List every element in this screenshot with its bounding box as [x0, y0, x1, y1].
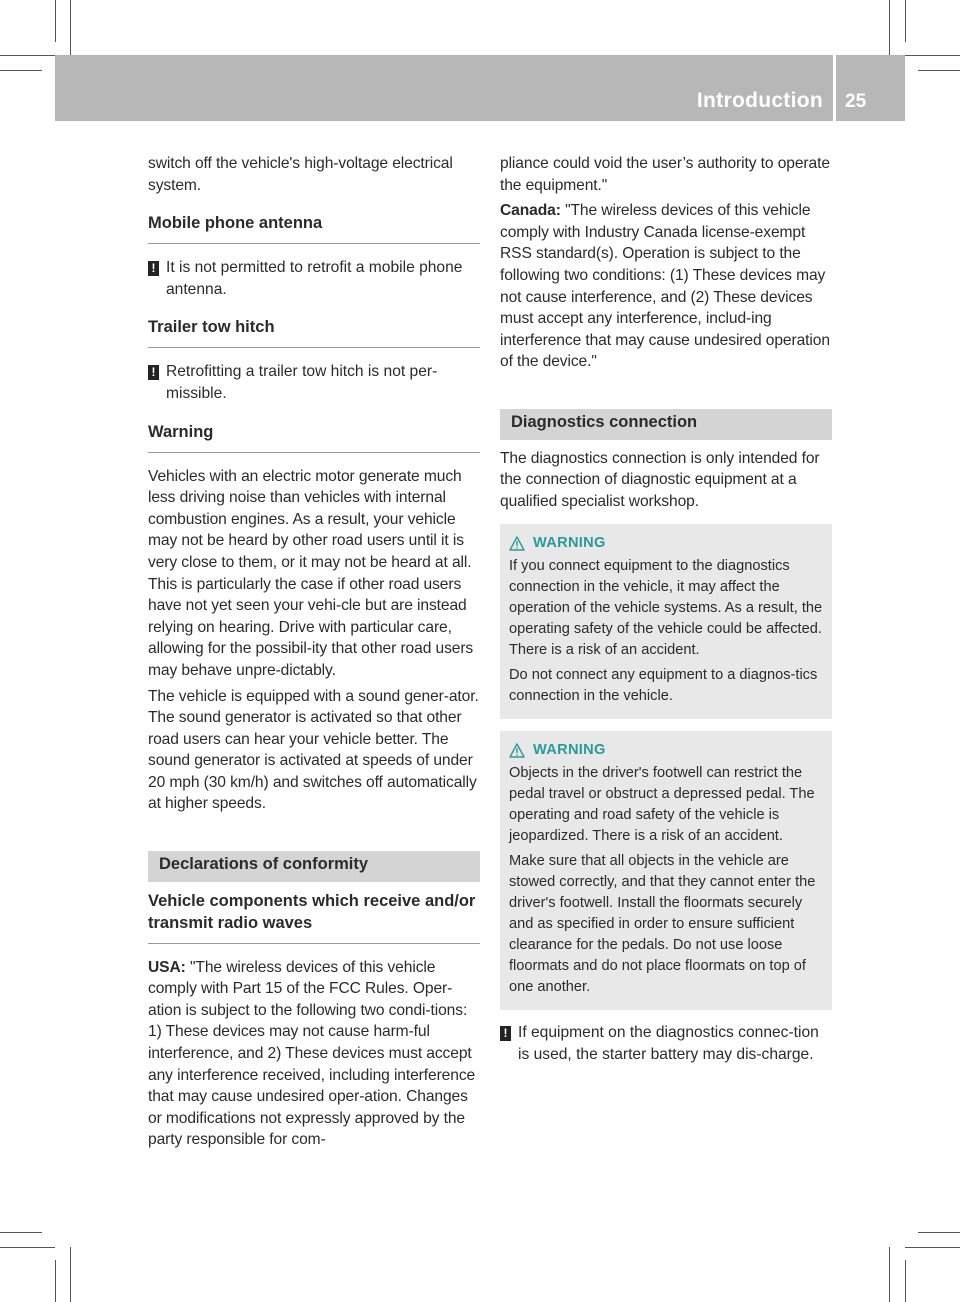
exclamation-icon: ! — [148, 365, 159, 380]
warning-2-instruction: Make sure that all objects in the vehicle are stowed correctly, and that they cannot enter the driver's footwell. Install the floormats securely and as specified in order to ensure sufficient clearance for the pedals. Do not use loose floormats and do not place floormats on top of one another. — [509, 853, 816, 996]
warning-triangle-icon — [509, 536, 525, 551]
page-number: 25 — [845, 91, 867, 112]
crop-mark — [918, 70, 960, 71]
crop-mark — [55, 0, 56, 42]
page-header — [55, 55, 905, 121]
warning-heading: Warning — [148, 421, 480, 453]
crop-mark — [55, 1260, 56, 1302]
usa-text: "The wireless devices of this vehicle comply with Part 15 of the FCC Rules. Oper-ation is subject to the following two condi-tions: 1) These devices may not cause harm-ful interference, and 2) These devices must accept any interference received, including interference that may cause undesired oper-ation. Changes or modifications not expressly approved by the party responsible for com- — [148, 958, 476, 1149]
crop-mark — [905, 55, 960, 56]
usa-continued: pliance could void the user’s authority to operate the equipment." — [500, 155, 830, 194]
crop-mark — [70, 1247, 71, 1302]
exclamation-icon: ! — [148, 261, 159, 276]
warning-1-instruction: Do not connect any equipment to a diagnos-tics connection in the vehicle. — [509, 667, 818, 705]
warning-triangle-icon — [509, 743, 525, 758]
page-title: Introduction — [696, 89, 823, 112]
trailer-hitch-note — [148, 361, 480, 404]
diagnostics-intro: The diagnostics connection is only intended for the connection of diagnostic equipment at a qualified specialist workshop. — [500, 449, 820, 510]
warning-label: WARNING — [533, 742, 606, 759]
crop-mark — [0, 1232, 42, 1233]
usa-declaration — [148, 957, 480, 1151]
battery-note — [500, 1022, 832, 1065]
exclamation-icon: ! — [500, 1026, 511, 1041]
crop-mark — [0, 55, 55, 56]
note-text: It is not permitted to retrofit a mobile phone antenna. — [166, 259, 463, 298]
mobile-antenna-note — [148, 257, 480, 300]
crop-mark — [0, 70, 42, 71]
canada-label: Canada: — [500, 202, 561, 220]
declarations-heading: Declarations of conformity — [148, 851, 480, 882]
warning-1-text: If you connect equipment to the diagnostics connection in the vehicle, it may affect the operation of the vehicle systems. As a result, the operating safety of the vehicle could be affected. There is a risk of an accident. — [509, 558, 823, 659]
warning-box-1 — [500, 524, 832, 719]
canada-text: "The wireless devices of this vehicle comply with Industry Canada license-exempt RSS standard(s). Operation is subject to the following two conditions: (1) These devices may not cause interference, and (2) These devices must accept any interference, includ-ing interference that may cause undesired operation of the device." — [500, 202, 830, 371]
warning-2-text: Objects in the driver's footwell can restrict the pedal travel or obstruct a depressed pedal. The operating and road safety of the vehicle is jeopardized. There is a risk of an accident. — [509, 765, 815, 845]
note-text: If equipment on the diagnostics connec-tion is used, the starter battery may dis-charge. — [518, 1024, 819, 1063]
radio-components-heading: Vehicle components which receive and/or transmit radio waves — [148, 890, 480, 944]
crop-mark — [0, 1247, 55, 1248]
canada-declaration — [500, 200, 832, 373]
warning-para-2: The vehicle is equipped with a sound gener-ator. The sound generator is activated so that other road users can hear your vehicle better. The sound generator is activated at speeds of under 20 mph (30 km/h) and switches off automatically at higher speeds. — [148, 687, 479, 813]
intro-text: switch off the vehicle's high-voltage electrical system. — [148, 155, 453, 194]
crop-mark — [905, 1260, 906, 1302]
crop-mark — [889, 1247, 890, 1302]
crop-mark — [905, 1247, 960, 1248]
usa-label: USA: — [148, 958, 186, 976]
diagnostics-heading: Diagnostics connection — [500, 409, 832, 440]
trailer-hitch-heading: Trailer tow hitch — [148, 316, 480, 348]
crop-mark — [905, 0, 906, 42]
warning-header — [509, 740, 823, 761]
right-column — [500, 153, 832, 1070]
warning-label: WARNING — [533, 535, 606, 552]
mobile-antenna-heading: Mobile phone antenna — [148, 212, 480, 244]
left-column — [148, 153, 480, 1155]
warning-header — [509, 533, 823, 554]
warning-box-2 — [500, 731, 832, 1010]
crop-mark — [889, 0, 890, 55]
header-divider — [833, 55, 836, 121]
crop-mark — [70, 0, 71, 55]
crop-mark — [918, 1232, 960, 1233]
note-text: Retrofitting a trailer tow hitch is not per-missible. — [166, 363, 438, 402]
warning-para-1: Vehicles with an electric motor generate much less driving noise than vehicles with internal combustion engines. As a result, your vehicle may not be heard by other road users until it is very close to them, or it may not be heard at all. This is particularly the case if other road users have not yet seen your vehi-cle but are instead relying on hearing. Drive with particular care, allowing for the possibil-ity that other road users may behave unpre-dictably. — [148, 467, 474, 679]
